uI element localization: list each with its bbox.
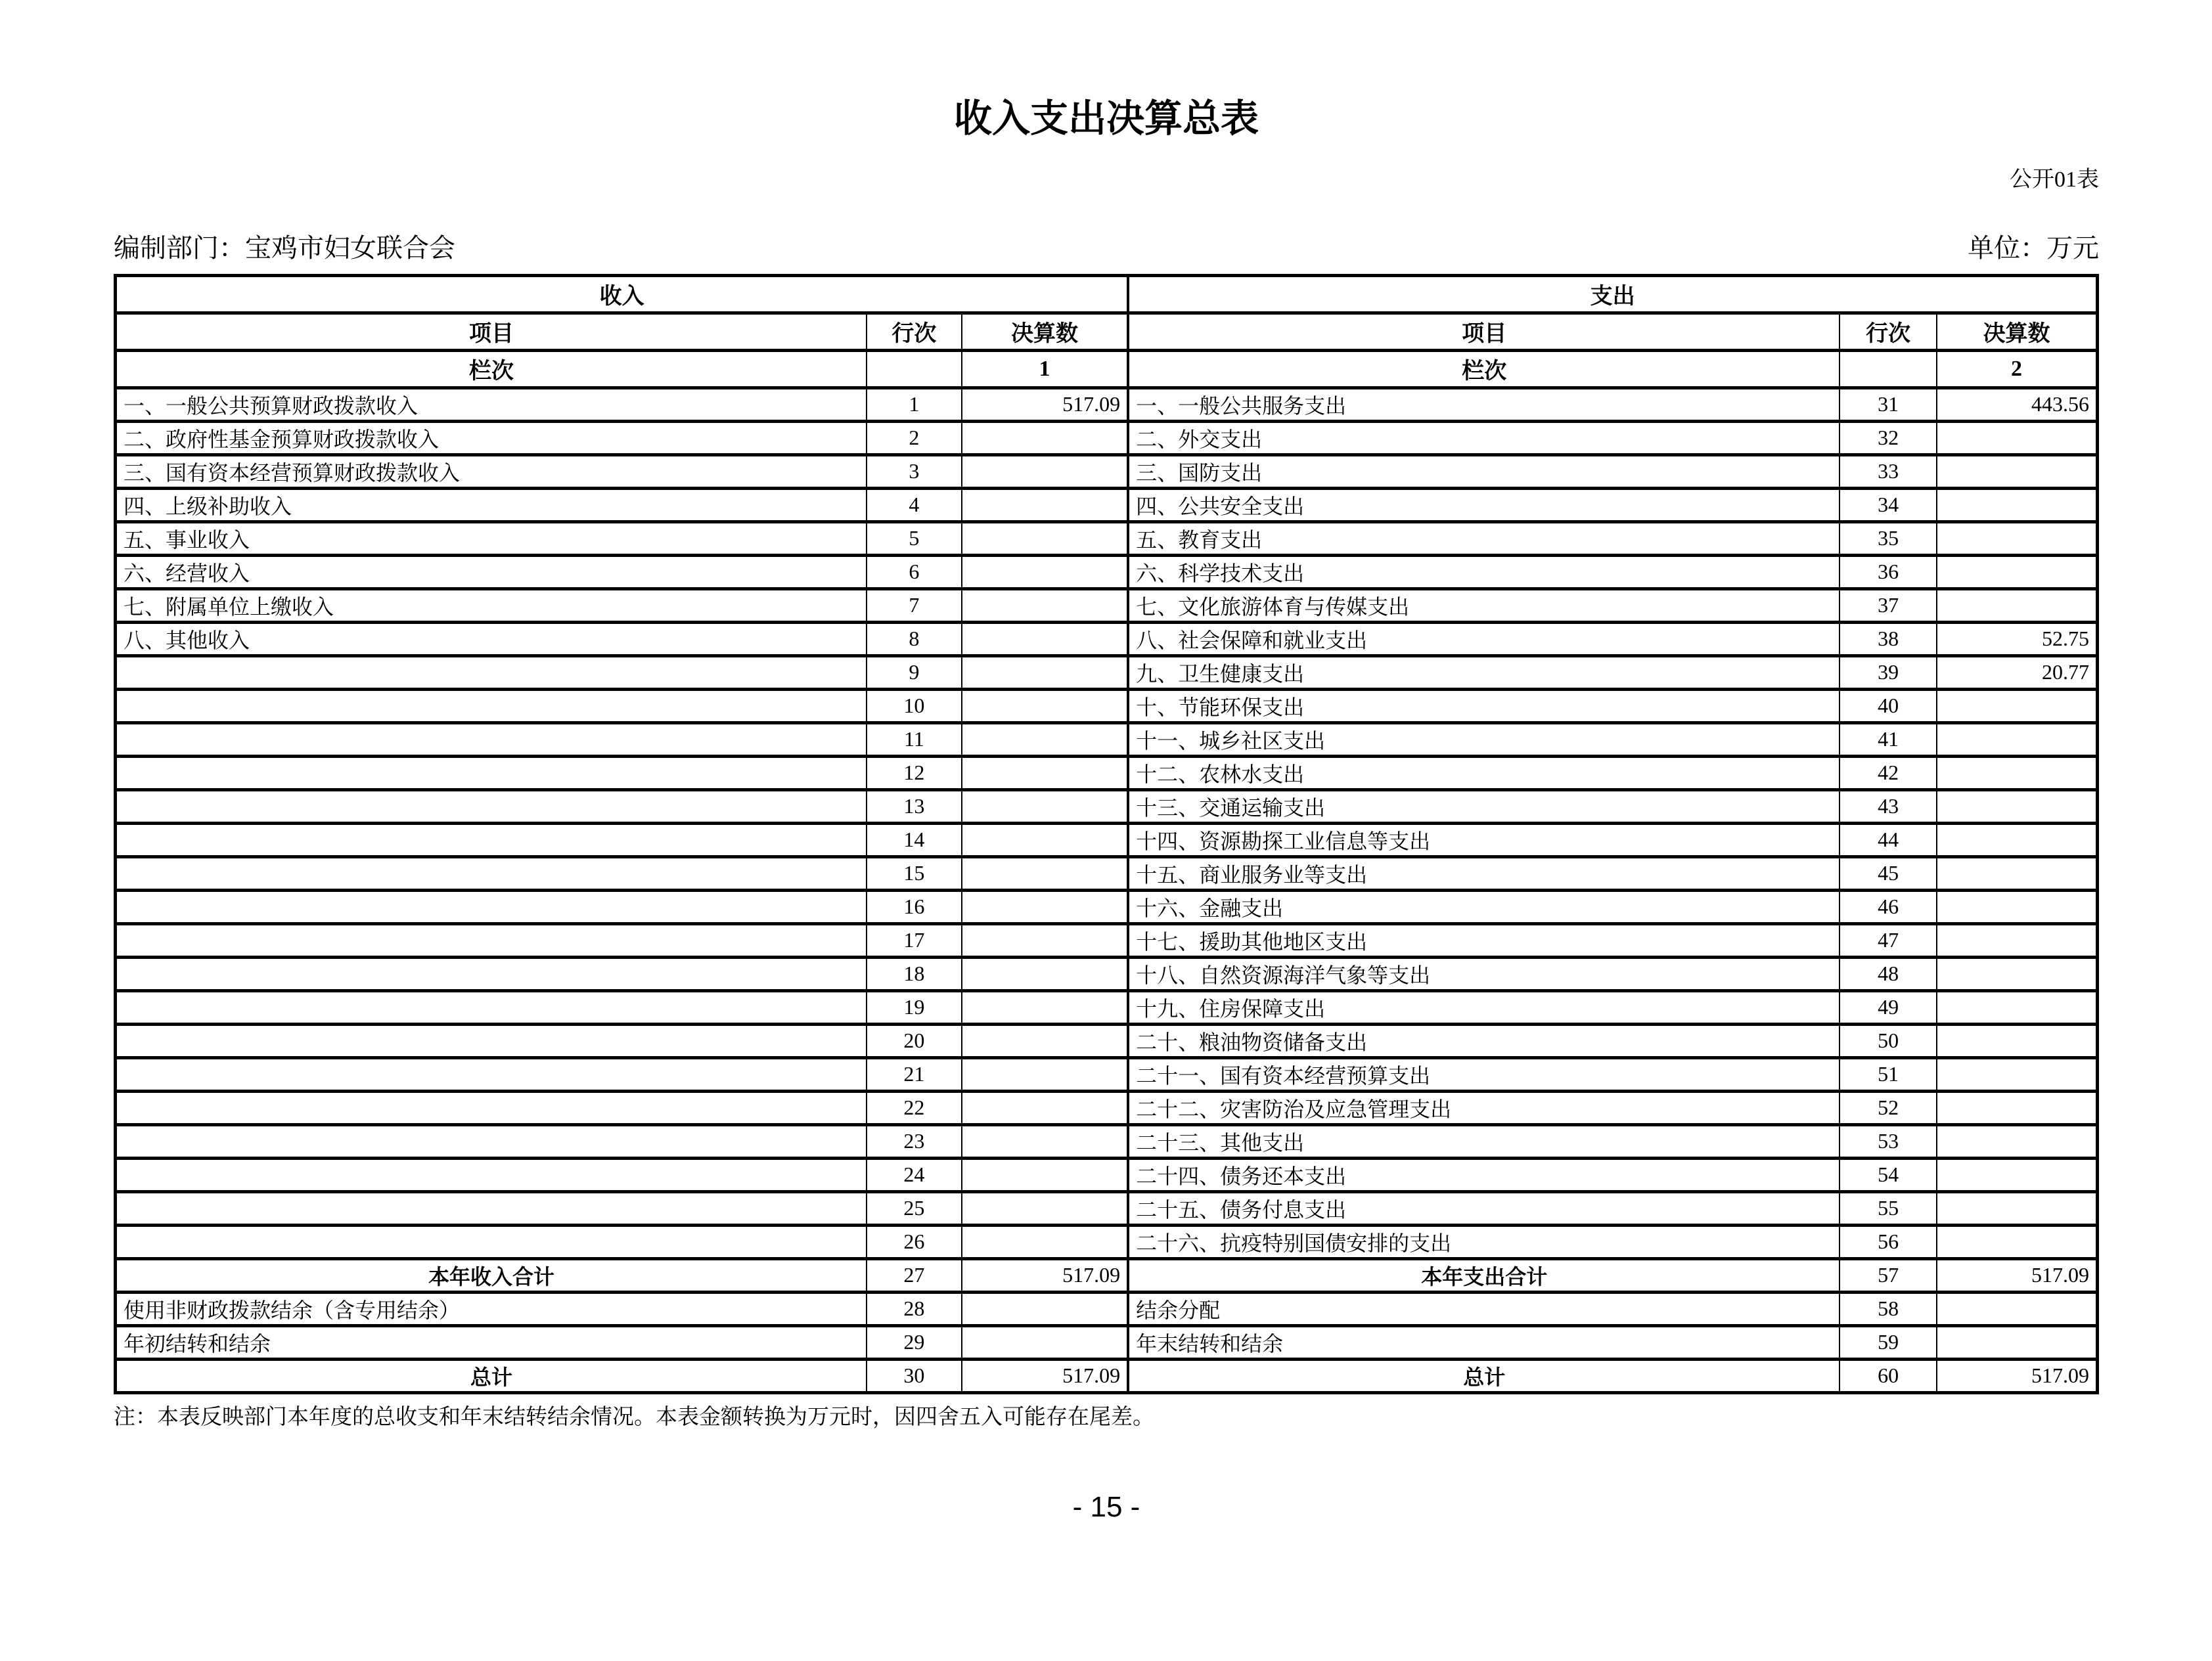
income-rowno-cell: 17 [867, 923, 962, 957]
expense-item-cell: 十五、商业服务业等支出 [1128, 856, 1840, 890]
table-row [116, 689, 2098, 722]
expense-rowno-cell: 47 [1840, 923, 1937, 957]
income-amount-cell [962, 655, 1128, 689]
expense-amount-cell [1937, 1292, 2097, 1325]
income-item-column-header: 项目 [116, 313, 867, 350]
expense-amount-cell [1937, 1024, 2097, 1057]
table-row [116, 722, 2098, 756]
income-item-cell: 一、一般公共预算财政拨款收入 [116, 388, 867, 421]
expense-rowno-cell: 56 [1840, 1225, 1937, 1258]
income-amount-cell [962, 1191, 1128, 1225]
expense-item-cell: 结余分配 [1128, 1292, 1840, 1325]
income-item-cell [116, 1124, 867, 1158]
income-item-cell [116, 689, 867, 722]
income-rowno-cell: 10 [867, 689, 962, 722]
income-rowno-cell: 11 [867, 722, 962, 756]
income-rowno-cell: 1 [867, 388, 962, 421]
income-amount-cell [962, 555, 1128, 588]
income-rowno-cell: 25 [867, 1191, 962, 1225]
expense-amount-cell [1937, 890, 2097, 923]
expense-item-cell: 十七、援助其他地区支出 [1128, 923, 1840, 957]
table-row [116, 1325, 2098, 1359]
income-rowno-cell: 26 [867, 1225, 962, 1258]
expense-amount-cell [1937, 1124, 2097, 1158]
expense-rowno-index-cell [1840, 350, 1937, 388]
expense-rowno-cell: 54 [1840, 1158, 1937, 1191]
income-item-cell: 六、经营收入 [116, 555, 867, 588]
table-row [116, 1057, 2098, 1091]
expense-item-cell: 年末结转和结余 [1128, 1325, 1840, 1359]
income-amount-cell [962, 1024, 1128, 1057]
expense-rowno-cell: 44 [1840, 823, 1937, 856]
income-amount-cell [962, 689, 1128, 722]
expense-item-cell: 总计 [1128, 1359, 1840, 1392]
expense-rowno-cell: 41 [1840, 722, 1937, 756]
income-amount-cell [962, 488, 1128, 521]
income-section-header: 收入 [116, 275, 1129, 313]
income-amount-cell [962, 1124, 1128, 1158]
expense-item-cell: 二十二、灾害防治及应急管理支出 [1128, 1091, 1840, 1124]
expense-rowno-column-header: 行次 [1840, 313, 1937, 350]
expense-amount-cell [1937, 1091, 2097, 1124]
expense-rowno-cell: 39 [1840, 655, 1937, 689]
income-item-cell [116, 856, 867, 890]
expense-amount-cell [1937, 1325, 2097, 1359]
expense-amount-cell [1937, 1057, 2097, 1091]
income-rowno-column-header: 行次 [867, 313, 962, 350]
income-amount-cell [962, 789, 1128, 823]
income-amount-cell: 517.09 [962, 388, 1128, 421]
table-row [116, 1258, 2098, 1292]
table-row [116, 990, 2098, 1024]
column-index-row [116, 350, 2098, 388]
expense-amount-cell: 443.56 [1937, 388, 2097, 421]
income-amount-cell: 517.09 [962, 1359, 1128, 1392]
income-rowno-cell: 14 [867, 823, 962, 856]
table-row [116, 789, 2098, 823]
expense-amount-cell [1937, 990, 2097, 1024]
expense-amount-cell: 20.77 [1937, 655, 2097, 689]
expense-rowno-cell: 37 [1840, 588, 1937, 622]
expense-item-cell: 四、公共安全支出 [1128, 488, 1840, 521]
income-item-cell [116, 990, 867, 1024]
table-row [116, 923, 2098, 957]
income-rowno-cell: 15 [867, 856, 962, 890]
expense-amount-cell [1937, 856, 2097, 890]
income-amount-cell [962, 588, 1128, 622]
expense-amount-cell [1937, 957, 2097, 990]
expense-amount-cell [1937, 488, 2097, 521]
expense-item-cell: 十四、资源勘探工业信息等支出 [1128, 823, 1840, 856]
income-amount-cell [962, 756, 1128, 789]
page-title: 收入支出决算总表 [953, 97, 1259, 140]
expense-rowno-cell: 48 [1840, 957, 1937, 990]
expense-rowno-cell: 38 [1840, 622, 1937, 655]
table-row [116, 823, 2098, 856]
income-amount-cell [962, 1091, 1128, 1124]
expense-amount-cell [1937, 421, 2097, 454]
income-rowno-cell: 5 [867, 521, 962, 555]
table-code-label: 公开01表 [2010, 167, 2099, 192]
table-body [116, 388, 2098, 1392]
table-row [116, 856, 2098, 890]
meta-row [114, 227, 2099, 265]
expense-amount-index-cell: 2 [1937, 350, 2097, 388]
income-item-cell: 三、国有资本经营预算财政拨款收入 [116, 454, 867, 488]
expense-rowno-cell: 51 [1840, 1057, 1937, 1091]
expense-amount-cell [1937, 588, 2097, 622]
expense-item-column-header: 项目 [1128, 313, 1840, 350]
income-amount-cell [962, 421, 1128, 454]
income-amount-cell [962, 722, 1128, 756]
expense-column-index-label: 栏次 [1128, 350, 1840, 388]
expense-rowno-cell: 53 [1840, 1124, 1937, 1158]
income-amount-cell [962, 1057, 1128, 1091]
income-amount-cell [962, 1225, 1128, 1258]
table-row [116, 1091, 2098, 1124]
expense-item-cell: 二十四、债务还本支出 [1128, 1158, 1840, 1191]
table-row [116, 756, 2098, 789]
expense-amount-cell [1937, 689, 2097, 722]
expense-amount-cell [1937, 1191, 2097, 1225]
expense-item-cell: 八、社会保障和就业支出 [1128, 622, 1840, 655]
expense-item-cell: 十、节能环保支出 [1128, 689, 1840, 722]
expense-rowno-cell: 31 [1840, 388, 1937, 421]
table-row [116, 957, 2098, 990]
income-item-cell [116, 1225, 867, 1258]
expense-item-cell: 二十五、债务付息支出 [1128, 1191, 1840, 1225]
table-row [116, 1191, 2098, 1225]
income-item-cell: 年初结转和结余 [116, 1325, 867, 1359]
table-row [116, 890, 2098, 923]
income-rowno-cell: 12 [867, 756, 962, 789]
expense-amount-cell [1937, 521, 2097, 555]
income-amount-cell [962, 1325, 1128, 1359]
table-row [116, 1024, 2098, 1057]
document-page [114, 97, 2099, 1524]
income-item-cell [116, 1024, 867, 1057]
expense-item-cell: 三、国防支出 [1128, 454, 1840, 488]
income-rowno-cell: 23 [867, 1124, 962, 1158]
income-rowno-cell: 13 [867, 789, 962, 823]
income-amount-cell [962, 1158, 1128, 1191]
income-amount-cell [962, 990, 1128, 1024]
income-expense-summary-table [114, 274, 2099, 1394]
income-item-cell [116, 722, 867, 756]
income-amount-cell [962, 856, 1128, 890]
expense-item-cell: 本年支出合计 [1128, 1258, 1840, 1292]
income-amount-index-cell: 1 [962, 350, 1128, 388]
income-rowno-index-cell [867, 350, 962, 388]
table-row [116, 622, 2098, 655]
table-row [116, 454, 2098, 488]
income-item-cell [116, 890, 867, 923]
expense-amount-column-header: 决算数 [1937, 313, 2097, 350]
expense-item-cell: 九、卫生健康支出 [1128, 655, 1840, 689]
expense-rowno-cell: 55 [1840, 1191, 1937, 1225]
unit-label: 单位：万元 [1968, 233, 2099, 263]
expense-item-cell: 十二、农林水支出 [1128, 756, 1840, 789]
expense-amount-cell [1937, 823, 2097, 856]
expense-rowno-cell: 43 [1840, 789, 1937, 823]
income-rowno-cell: 27 [867, 1258, 962, 1292]
income-rowno-cell: 8 [867, 622, 962, 655]
income-item-cell: 七、附属单位上缴收入 [116, 588, 867, 622]
income-rowno-cell: 6 [867, 555, 962, 588]
expense-amount-cell [1937, 1158, 2097, 1191]
expense-amount-cell: 52.75 [1937, 622, 2097, 655]
income-column-index-label: 栏次 [116, 350, 867, 388]
expense-item-cell: 二十六、抗疫特别国债安排的支出 [1128, 1225, 1840, 1258]
expense-amount-cell [1937, 1225, 2097, 1258]
expense-item-cell: 十六、金融支出 [1128, 890, 1840, 923]
expense-rowno-cell: 57 [1840, 1258, 1937, 1292]
income-amount-cell [962, 454, 1128, 488]
table-row [116, 1359, 2098, 1392]
income-rowno-cell: 3 [867, 454, 962, 488]
expense-amount-cell: 517.09 [1937, 1258, 2097, 1292]
expense-amount-cell [1937, 722, 2097, 756]
income-item-cell [116, 1057, 867, 1091]
income-rowno-cell: 20 [867, 1024, 962, 1057]
income-amount-cell [962, 890, 1128, 923]
income-item-cell: 使用非财政拨款结余（含专用结余） [116, 1292, 867, 1325]
income-amount-cell: 517.09 [962, 1258, 1128, 1292]
income-rowno-cell: 22 [867, 1091, 962, 1124]
table-row [116, 588, 2098, 622]
income-rowno-cell: 29 [867, 1325, 962, 1359]
table-row [116, 521, 2098, 555]
expense-amount-cell [1937, 923, 2097, 957]
income-rowno-cell: 2 [867, 421, 962, 454]
income-rowno-cell: 18 [867, 957, 962, 990]
income-amount-cell [962, 1292, 1128, 1325]
page-number: - 15 - [1072, 1490, 1140, 1523]
income-amount-cell [962, 521, 1128, 555]
income-amount-cell [962, 923, 1128, 957]
expense-amount-cell [1937, 555, 2097, 588]
expense-item-cell: 一、一般公共服务支出 [1128, 388, 1840, 421]
expense-item-cell: 二十三、其他支出 [1128, 1124, 1840, 1158]
expense-rowno-cell: 36 [1840, 555, 1937, 588]
expense-amount-cell [1937, 454, 2097, 488]
expense-item-cell: 二、外交支出 [1128, 421, 1840, 454]
table-row [116, 421, 2098, 454]
income-item-cell [116, 823, 867, 856]
income-rowno-cell: 28 [867, 1292, 962, 1325]
table-row [116, 1292, 2098, 1325]
income-item-cell: 二、政府性基金预算财政拨款收入 [116, 421, 867, 454]
expense-section-header: 支出 [1128, 275, 2097, 313]
table-note: 注：本表反映部门本年度的总收支和年末结转结余情况。本表金额转换为万元时，因四舍五入可能存在尾差。 [114, 1405, 1154, 1429]
income-rowno-cell: 21 [867, 1057, 962, 1091]
expense-rowno-cell: 32 [1840, 421, 1937, 454]
expense-item-cell: 二十、粮油物资储备支出 [1128, 1024, 1840, 1057]
section-header-row [116, 275, 2098, 313]
income-item-cell [116, 655, 867, 689]
expense-item-cell: 十一、城乡社区支出 [1128, 722, 1840, 756]
income-item-cell [116, 1158, 867, 1191]
table-row [116, 1124, 2098, 1158]
table-row [116, 388, 2098, 421]
income-item-cell [116, 789, 867, 823]
income-rowno-cell: 16 [867, 890, 962, 923]
income-item-cell [116, 957, 867, 990]
income-amount-cell [962, 823, 1128, 856]
expense-item-cell: 七、文化旅游体育与传媒支出 [1128, 588, 1840, 622]
income-item-cell [116, 1091, 867, 1124]
expense-rowno-cell: 33 [1840, 454, 1937, 488]
expense-rowno-cell: 49 [1840, 990, 1937, 1024]
income-item-cell: 四、上级补助收入 [116, 488, 867, 521]
income-rowno-cell: 9 [867, 655, 962, 689]
expense-item-cell: 十八、自然资源海洋气象等支出 [1128, 957, 1840, 990]
income-item-cell [116, 923, 867, 957]
expense-item-cell: 十九、住房保障支出 [1128, 990, 1840, 1024]
income-item-cell [116, 1191, 867, 1225]
income-rowno-cell: 30 [867, 1359, 962, 1392]
table-row [116, 1225, 2098, 1258]
expense-rowno-cell: 40 [1840, 689, 1937, 722]
income-amount-cell [962, 957, 1128, 990]
expense-amount-cell [1937, 756, 2097, 789]
expense-rowno-cell: 46 [1840, 890, 1937, 923]
table-row [116, 655, 2098, 689]
expense-amount-cell: 517.09 [1937, 1359, 2097, 1392]
expense-rowno-cell: 42 [1840, 756, 1937, 789]
table-row [116, 555, 2098, 588]
income-item-cell: 八、其他收入 [116, 622, 867, 655]
expense-item-cell: 五、教育支出 [1128, 521, 1840, 555]
expense-rowno-cell: 50 [1840, 1024, 1937, 1057]
income-amount-column-header: 决算数 [962, 313, 1128, 350]
prepared-by-label: 编制部门：宝鸡市妇女联合会 [114, 233, 455, 263]
expense-rowno-cell: 52 [1840, 1091, 1937, 1124]
expense-rowno-cell: 58 [1840, 1292, 1937, 1325]
income-amount-cell [962, 622, 1128, 655]
income-rowno-cell: 4 [867, 488, 962, 521]
expense-rowno-cell: 60 [1840, 1359, 1937, 1392]
expense-rowno-cell: 34 [1840, 488, 1937, 521]
income-rowno-cell: 24 [867, 1158, 962, 1191]
income-item-cell: 总计 [116, 1359, 867, 1392]
expense-rowno-cell: 45 [1840, 856, 1937, 890]
expense-amount-cell [1937, 789, 2097, 823]
expense-item-cell: 六、科学技术支出 [1128, 555, 1840, 588]
income-rowno-cell: 19 [867, 990, 962, 1024]
table-row [116, 1158, 2098, 1191]
expense-item-cell: 十三、交通运输支出 [1128, 789, 1840, 823]
income-rowno-cell: 7 [867, 588, 962, 622]
expense-rowno-cell: 35 [1840, 521, 1937, 555]
income-item-cell: 本年收入合计 [116, 1258, 867, 1292]
income-item-cell [116, 756, 867, 789]
expense-rowno-cell: 59 [1840, 1325, 1937, 1359]
expense-item-cell: 二十一、国有资本经营预算支出 [1128, 1057, 1840, 1091]
column-header-row [116, 313, 2098, 350]
income-item-cell: 五、事业收入 [116, 521, 867, 555]
table-row [116, 488, 2098, 521]
